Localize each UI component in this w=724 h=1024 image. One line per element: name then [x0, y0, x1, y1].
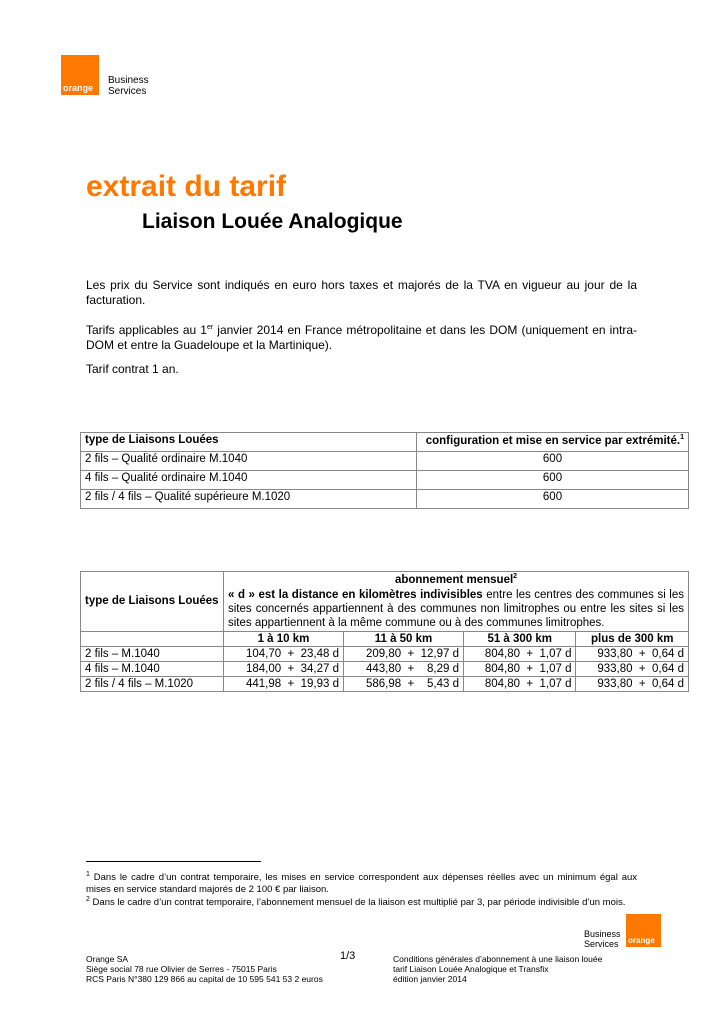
row-value: 804,80 + 1,07 d: [464, 661, 576, 676]
footer-logo-line1: Business: [584, 929, 621, 939]
row-price: 600: [417, 452, 689, 471]
table-row: [81, 676, 689, 691]
footer-company-line: Orange SA: [86, 954, 129, 964]
footnote-2: $^2$ Dans le cadre d’un contrat temporaire, l’abonnement mensuel de la liaison est multiplié par 3, par période indivisible d’un mois.: [86, 896, 626, 909]
row-type: 2 fils – Qualité ordinaire M.1040: [81, 452, 417, 471]
row-value: 209,80 + 12,97 d: [344, 646, 464, 661]
row-type: 4 fils – Qualité ordinaire M.1040: [81, 471, 417, 490]
range-header: 11 à 50 km: [344, 631, 464, 646]
row-value: 184,00 + 34,27 d: [224, 661, 344, 676]
footer-document: [393, 954, 602, 984]
range-header: 1 à 10 km: [224, 631, 344, 646]
header-type: type de Liaisons Louées: [81, 433, 417, 452]
logo-line1: Business: [108, 75, 149, 86]
row-type: 2 fils – M.1040: [81, 646, 224, 661]
table-row: [81, 490, 689, 509]
footer-company: [86, 954, 323, 984]
table-row: [81, 452, 689, 471]
page-title: extrait du tarif: [86, 170, 287, 203]
table-row: [81, 661, 689, 676]
monthly-fee-table: [80, 571, 689, 692]
table-row: [81, 646, 689, 661]
row-price: 600: [417, 490, 689, 509]
row-type: 2 fils / 4 fils – M.1020: [81, 676, 224, 691]
footer-logo-brand-text: orange: [628, 936, 655, 945]
footer-logo-label: [584, 929, 621, 949]
distance-note: « d » est la distance en kilomètres indivisibles entre les centres des communes si les sites concernés appartiennent à des communes non limitrophes ou entre les sites si les sites appartiennent à la même commune ou à des communes limitrophes.: [224, 587, 689, 632]
row-value: 933,80 + 0,64 d: [576, 676, 689, 691]
table-header-row: [81, 572, 689, 587]
contract-paragraph: Tarif contrat 1 an.: [86, 362, 179, 376]
table-row: [81, 471, 689, 490]
row-type: 2 fils / 4 fils – Qualité supérieure M.1020: [81, 490, 417, 509]
footer-orange-logo: [626, 914, 661, 947]
header-config: configuration et mise en service par extrémité.$^1$: [417, 433, 689, 452]
orange-logo: [61, 55, 99, 95]
footer-doc-line: édition janvier 2014: [393, 974, 467, 984]
table-header-row: [81, 433, 689, 452]
footnote-1: $^1$ Dans le cadre d’un contrat temporaire, les mises en service correspondent aux dépenses réelles avec un minimum égal aux mises en service standard majorés de 2 100 € par liaison.: [86, 871, 638, 896]
row-value: 441,98 + 19,93 d: [224, 676, 344, 691]
footer-company-line: RCS Paris N°380 129 866 au capital de 10 595 541 53 2 euros: [86, 974, 323, 984]
row-type: 4 fils – M.1040: [81, 661, 224, 676]
row-value: 804,80 + 1,07 d: [464, 646, 576, 661]
row-price: 600: [417, 471, 689, 490]
footer-doc-line: Conditions générales d’abonnement à une liaison louée: [393, 954, 603, 964]
range-header-empty: [81, 631, 224, 646]
row-value: 586,98 + 5,43 d: [344, 676, 464, 691]
header-abonnement: abonnement mensuel$^2$: [224, 572, 689, 587]
row-value: 104,70 + 23,48 d: [224, 646, 344, 661]
row-value: 933,80 + 0,64 d: [576, 646, 689, 661]
intro-paragraph: Les prix du Service sont indiqués en euro hors taxes et majorés de la TVA en vigueur au jour de la facturation.: [86, 278, 637, 307]
header-type: type de Liaisons Louées: [81, 572, 224, 632]
logo-brand-text: orange: [63, 83, 94, 93]
page-subtitle: Liaison Louée Analogique: [142, 210, 403, 233]
setup-fee-table: [80, 432, 689, 509]
footer-company-line: Siège social 78 rue Olivier de Serres - 75015 Paris: [86, 964, 277, 974]
footer-doc-line: tarif Liaison Louée Analogique et Transfix: [393, 964, 549, 974]
row-value: 804,80 + 1,07 d: [464, 676, 576, 691]
logo-line2: Services: [108, 86, 147, 97]
page-number: 1/3: [340, 950, 356, 962]
row-value: 933,80 + 0,64 d: [576, 661, 689, 676]
range-header: plus de 300 km: [576, 631, 689, 646]
footer-logo-line2: Services: [584, 939, 619, 949]
logo-label: [108, 75, 149, 97]
footnote-separator: [86, 861, 261, 862]
range-header-row: [81, 631, 689, 646]
range-header: 51 à 300 km: [464, 631, 576, 646]
validity-paragraph: Tarifs applicables au 1er janvier 2014 en France métropolitaine et dans les DOM (uniquement en intra-DOM et entre la Guadeloupe et la Martinique).: [86, 323, 638, 352]
row-value: 443,80 + 8,29 d: [344, 661, 464, 676]
